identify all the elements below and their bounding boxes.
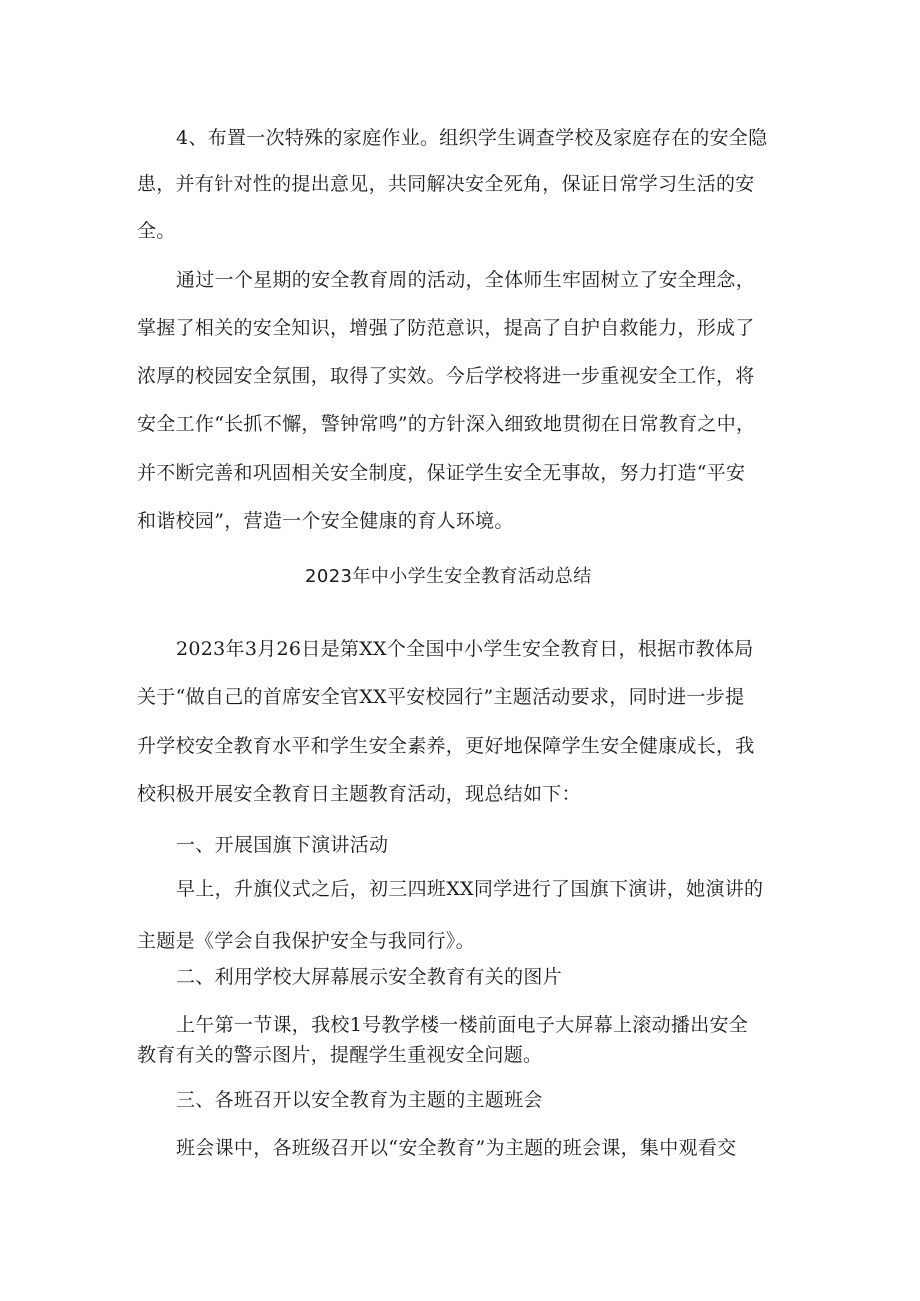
paragraph-4-line: 全。	[137, 220, 176, 242]
conclusion-line: 并不断完善和巩固相关安全制度，保证学生安全无事故，努力打造“平安	[137, 462, 746, 484]
intro-line: 2023年3月26日是第XX个全国中小学生安全教育日，根据市教体局	[176, 638, 754, 660]
section-heading: 二、利用学校大屏幕展示安全教育有关的图片	[176, 966, 563, 988]
conclusion-line: 浓厚的校园安全氛围，取得了实效。今后学校将进一步重视安全工作，将	[137, 365, 755, 387]
section-body-line: 教育有关的警示图片，提醒学生重视安全问题。	[137, 1044, 543, 1066]
conclusion-line: 安全工作“长抓不懈，警钟常鸣”的方针深入细致地贯彻在日常教育之中，	[137, 413, 756, 435]
section-heading: 三、各班召开以安全教育为主题的主题班会	[176, 1089, 543, 1111]
conclusion-line: 掌握了相关的安全知识，增强了防范意识，提高了自护自救能力，形成了	[137, 317, 755, 339]
paragraph-4-line: 患，并有针对性的提出意见，共同解决安全死角，保证日常学习生活的安	[137, 173, 755, 195]
section-body-line: 主题是《学会自我保护安全与我同行》。	[137, 930, 475, 952]
intro-line: 升学校安全教育水平和学生安全素养，更好地保障学生安全健康成长，我	[137, 735, 755, 757]
section-body-line: 班会课中，各班级召开以“安全教育”为主题的班会课，集中观看交	[176, 1137, 737, 1159]
section-heading: 一、开展国旗下演讲活动	[176, 834, 389, 856]
intro-line: 关于“做自己的首席安全官XX平安校园行”主题活动要求，同时进一步提	[137, 686, 745, 708]
document-title: 2023年中小学生安全教育活动总结	[305, 566, 592, 587]
conclusion-line: 和谐校园”，营造一个安全健康的育人环境。	[137, 510, 514, 532]
intro-line: 校积极开展安全教育日主题教育活动，现总结如下：	[137, 783, 581, 805]
paragraph-4-line: 4、布置一次特殊的家庭作业。组织学生调查学校及家庭存在的安全隐	[176, 127, 768, 149]
conclusion-line: 通过一个星期的安全教育周的活动，全体师生牢固树立了安全理念，	[176, 269, 756, 291]
section-body-line: 上午第一节课，我校1号教学楼一楼前面电子大屏幕上滚动播出安全	[176, 1014, 749, 1036]
section-body-line: 早上，升旗仪式之后，初三四班XX同学进行了国旗下演讲，她演讲的	[176, 878, 764, 900]
